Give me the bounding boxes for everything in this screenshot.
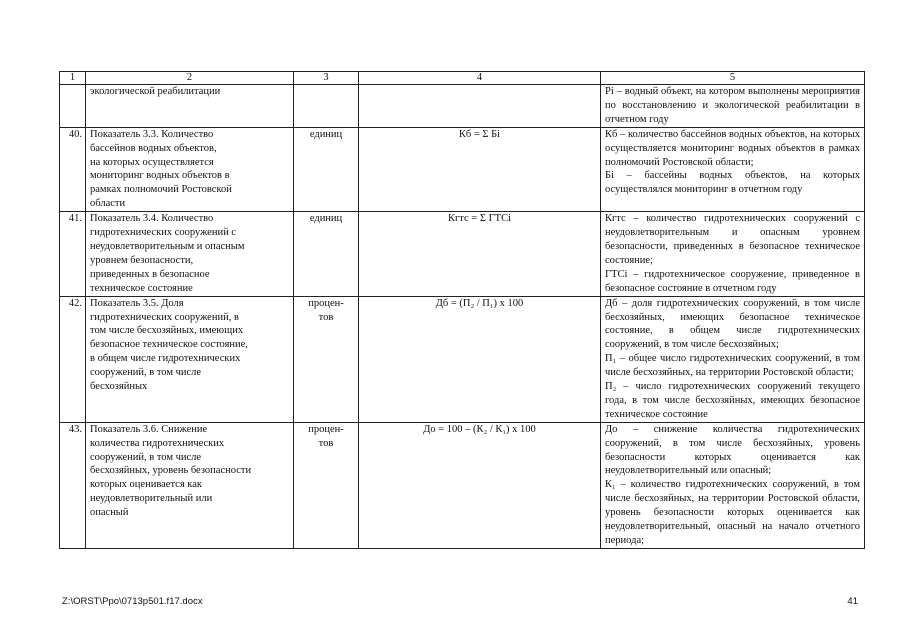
indicator-name-line: мониторинг водных объектов в — [90, 170, 230, 182]
indicator-name-line: Показатель 3.6. Снижение — [90, 423, 208, 435]
row-number-cell: 40. — [60, 127, 86, 211]
indicator-name-line: бесхозяйных, уровень безопасности — [90, 465, 252, 477]
indicator-name-cell — [86, 296, 294, 422]
description-paragraph: ГТСi – гидротехническое сооружение, приведенное в безопасное состояние в отчетном году — [605, 268, 860, 294]
unit-cell — [294, 422, 359, 548]
header-cell: 5 — [601, 72, 865, 85]
indicator-name-line: гидротехнических сооружений, в — [90, 311, 239, 323]
footer-file-path: Z:\ORST\Ppo\0713p501.f17.docx — [62, 596, 203, 607]
table-row — [60, 85, 865, 128]
description-paragraph: К₁ – количество гидротехнических сооружений, в том числе бесхозяйных, на территории Ростовской области, уровень безопасности которых оценивается как неудовлетворительный, опасный на начало отчетного периода; — [605, 479, 860, 546]
indicator-name-line: которых оценивается как — [90, 479, 203, 491]
unit-cell — [294, 127, 359, 211]
table-header-row — [60, 72, 865, 85]
indicator-name-line: приведенных в безопасное — [90, 268, 210, 280]
description-paragraph: Кгтс – количество гидротехнических сооружений с неудовлетворительным и опасным уровнем безопасности, приведенных в безопасное техническое состояние; — [605, 213, 860, 266]
description-paragraph: Кб – количество бассейнов водных объектов, на которых осуществляется мониторинг водных объектов в рамках полномочий Ростовской области; — [605, 128, 860, 168]
indicator-name-line: техническое состояние — [90, 282, 193, 294]
unit-cell — [294, 212, 359, 296]
indicator-name-line: бассейнов водных объектов, — [90, 142, 217, 154]
footer-page-number: 41 — [847, 596, 858, 607]
indicator-name-line: на которых осуществляется — [90, 156, 214, 168]
header-cell: 1 — [60, 72, 86, 85]
unit-line: тов — [318, 437, 334, 449]
unit-line: единиц — [309, 128, 343, 140]
header-cell: 3 — [294, 72, 359, 85]
indicator-table — [59, 71, 865, 549]
indicator-name-line: опасный — [90, 507, 129, 519]
row-number-cell: 43. — [60, 422, 86, 548]
indicator-name-cell — [86, 85, 294, 128]
description-paragraph: П₂ – число гидротехнических сооружений текущего года, в том числе бесхозяйных, имеющих безопасное техническое состояние — [605, 381, 860, 420]
indicator-name-cell — [86, 422, 294, 548]
table-row — [60, 127, 865, 211]
indicator-name-line: гидротехнических сооружений с — [90, 227, 236, 239]
indicator-name-line: неудовлетворительный или — [90, 493, 213, 505]
indicator-name-line: области — [90, 198, 126, 210]
description-cell — [601, 296, 865, 422]
unit-cell — [294, 296, 359, 422]
indicator-name-line: Показатель 3.4. Количество — [90, 213, 214, 225]
table-row — [60, 212, 865, 296]
description-cell — [601, 85, 865, 128]
row-number-cell: 42. — [60, 296, 86, 422]
row-number-cell: 41. — [60, 212, 86, 296]
indicator-name-line: Показатель 3.5. Доля — [90, 297, 184, 309]
description-cell — [601, 422, 865, 548]
header-cell: 2 — [86, 72, 294, 85]
description-paragraph: Бi – бассейны водных объектов, на которых осуществлялся мониторинг в отчетном году — [605, 170, 860, 196]
indicator-name-line: уровнем безопасности, — [90, 254, 194, 266]
unit-line: тов — [318, 311, 334, 323]
table-row — [60, 296, 865, 422]
indicator-name-line: неудовлетворительным и опасным — [90, 240, 245, 252]
table-row — [60, 422, 865, 548]
indicator-name-line: Показатель 3.3. Количество — [90, 128, 214, 140]
unit-line: процен- — [308, 297, 344, 309]
indicator-name-line: рамках полномочий Ростовской — [90, 184, 232, 196]
formula-cell: Кб = Σ Бi — [359, 127, 601, 211]
indicator-name-line: бесхозяйных — [90, 381, 148, 393]
header-cell: 4 — [359, 72, 601, 85]
indicator-name-line: том числе бесхозяйных, имеющих — [90, 325, 244, 337]
indicator-name-line: количества гидротехнических — [90, 437, 225, 449]
formula-cell — [359, 85, 601, 128]
unit-line: процен- — [308, 423, 344, 435]
unit-line: единиц — [309, 213, 343, 225]
description-paragraph: Pi – водный объект, на котором выполнены мероприятия по восстановлению и экологической реабилитации в отчетном году — [605, 86, 860, 125]
description-paragraph: П₁ – общее число гидротехнических сооружений, в том числе бесхозяйных, на территории Ростовской области; — [605, 353, 860, 379]
description-cell — [601, 212, 865, 296]
indicator-name-line: безопасное техническое состояние, — [90, 339, 248, 351]
description-paragraph: Дб – доля гидротехнических сооружений, в том числе бесхозяйных, имеющих безопасное техническое состояние, в общем числе гидротехнических сооружений, в том числе бесхозяйных; — [605, 297, 860, 351]
indicator-name-cell — [86, 212, 294, 296]
formula-cell: Дб = (П₂ / П₁) х 100 — [359, 296, 601, 422]
indicator-name-line: в общем числе гидротехнических — [90, 353, 241, 365]
description-cell — [601, 127, 865, 211]
indicator-name-cell — [86, 127, 294, 211]
unit-cell — [294, 85, 359, 128]
row-number-cell — [60, 85, 86, 128]
indicator-name-line: экологической реабилитации — [90, 86, 221, 97]
description-paragraph: До – снижение количества гидротехнических сооружений, в том числе бесхозяйных, уровень безопасности которых оценивается как неудовлетворительный или опасный; — [605, 423, 860, 477]
indicator-name-line: сооружений, в том числе — [90, 367, 202, 379]
formula-cell: До = 100 – (К₂ / К₁) х 100 — [359, 422, 601, 548]
indicator-name-line: сооружений, в том числе — [90, 451, 202, 463]
formula-cell: Кгтс = Σ ГТСi — [359, 212, 601, 296]
